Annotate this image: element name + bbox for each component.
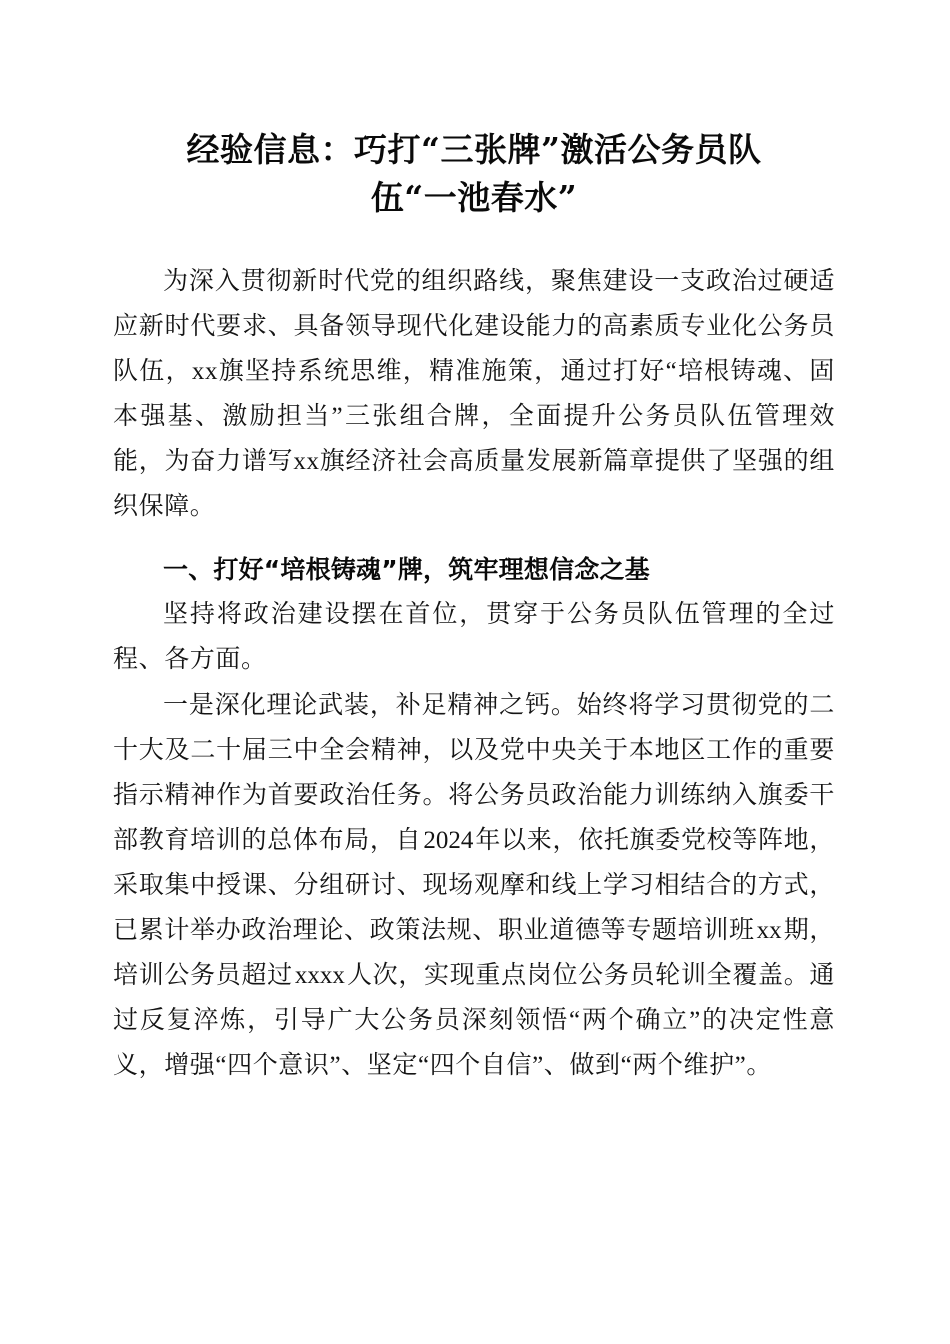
paragraph-point-1 xyxy=(113,682,835,1088)
section-heading-1: 一、打好“培根铸魂”牌，筑牢理想信念之基 xyxy=(163,555,650,584)
page-title-line-2: 伍“一池春水” xyxy=(370,178,578,217)
point-1-text-c: 期，培训公务员超过 xyxy=(113,917,835,989)
point-1-text-a: 始终将学习贯彻党的二十大及二十届三中全会精神，以及党中央关于本地区工作的重要指示精神作为首要政治任务。将公务员政治能力训练纳入旗委干部教育培训的总体布局，自 xyxy=(113,692,835,854)
paragraph-section-1-intro: 坚持将政治建设摆在首位，贯穿于公务员队伍管理的全过程、各方面。 xyxy=(113,601,835,673)
page-title xyxy=(113,0,835,222)
point-1-year: 2024 xyxy=(423,827,474,854)
document-content xyxy=(113,0,835,1088)
paragraph-intro: 为深入贯彻新时代党的组织路线，聚焦建设一支政治过硬适应新时代要求、具备领导现代化建设能力的高素质专业化公务员队伍，xx旗坚持系统思维，精准施策，通过打好“培根铸魂、固本强基、激励担当”三张组合牌，全面提升公务员队伍管理效能，为奋力谱写xx旗经济社会高质量发展新篇章提供了坚强的组织保障。 xyxy=(113,268,835,520)
point-1-text-b: 年以来，依托旗委党校等阵地，采取集中授课、分组研讨、现场观摩和线上学习相结合的方式，已累计举办政治理论、政策法规、职业道德等专题培训班 xyxy=(113,827,836,944)
point-1-training-count: xx xyxy=(756,917,782,944)
page-title-line-1: 经验信息：巧打“三张牌”激活公务员队 xyxy=(186,130,762,169)
point-1-people-count: xxxx xyxy=(294,962,345,989)
point-1-lead: 一是深化理论武装，补足精神之钙。 xyxy=(163,690,577,719)
point-1-text-d: 人次，实现重点岗位公务员轮训全覆盖。通过反复淬炼，引导广大公务员深刻领悟“两个确立”的决定性意义，增强“四个意识”、坚定“四个自信”、做到“两个维护”。 xyxy=(113,962,836,1079)
